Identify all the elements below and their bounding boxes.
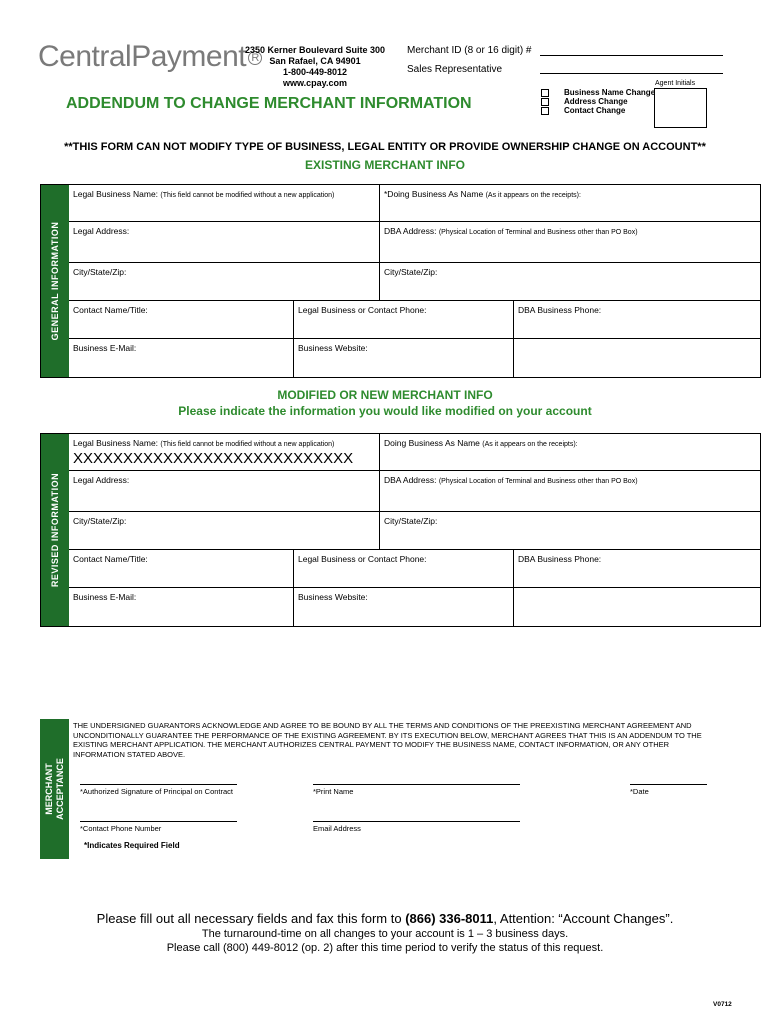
revised-info-side-label: REVISED INFORMATION bbox=[41, 434, 69, 626]
existing-info-section bbox=[40, 184, 761, 378]
existing-dba-phone-field[interactable]: DBA Business Phone: bbox=[513, 301, 760, 338]
existing-legal-address-field[interactable]: Legal Address: bbox=[73, 226, 130, 236]
company-address bbox=[240, 45, 390, 89]
business-name-change-checkbox[interactable] bbox=[541, 89, 549, 97]
revised-dba-city-field[interactable]: City/State/Zip: bbox=[379, 512, 760, 549]
existing-heading: EXISTING MERCHANT INFO bbox=[304, 158, 465, 172]
turnaround-text: The turnaround-time on all changes to your account is 1 – 3 business days. bbox=[201, 928, 569, 940]
verify-status-text: Please call (800) 449-8012 (op. 2) after this time period to verify the status of this request. bbox=[166, 942, 604, 954]
agent-initials-box[interactable] bbox=[654, 88, 707, 128]
merchant-acceptance-side-label: MERCHANT ACCEPTANCE bbox=[40, 719, 69, 859]
revised-legal-name-field: Legal Business Name: (This field cannot be modified without a new application) XXXXXXXXXXXXXXXXXXXXXXXXXXXX bbox=[69, 434, 379, 470]
contact-change-checkbox[interactable] bbox=[541, 107, 549, 115]
email-address-field[interactable]: Email Address bbox=[313, 821, 520, 833]
contact-phone-field[interactable]: *Contact Phone Number bbox=[80, 821, 237, 833]
existing-legal-city-field[interactable]: City/State/Zip: bbox=[73, 267, 127, 277]
revised-empty-cell bbox=[513, 588, 760, 626]
change-type-checkboxes bbox=[541, 88, 655, 115]
modified-subheading: Please indicate the information you would like modified on your account bbox=[178, 404, 592, 418]
guarantor-agreement-text: THE UNDERSIGNED GUARANTORS ACKNOWLEDGE AND AGREE TO BE BOUND BY ALL THE TERMS AND CONDITIONS OF THE PREEXISTING MERCHANT AGREEMENT AND UNCONDITIONALLY GUARANTEE THE PERFORMANCE OF THE EXISTING AGREEMENT. BY ITS EXECUTION BELOW, MERCHANT AGREES THAT THIS IS AN ADDENDUM TO THE EXISTING MERCHANT APPLICATION. THE MERCHANT AUTHORIZES CENTRAL PAYMENT TO MODIFY THE BUSINESS NAME, CONTACT INFORMATION, OR ANY OTHER INFORMATION STATED ABOVE. bbox=[73, 721, 702, 759]
revised-info-section bbox=[40, 433, 761, 627]
revised-dba-name-field[interactable]: Doing Business As Name (As it appears on the receipts): bbox=[379, 434, 760, 470]
revised-legal-phone-field[interactable]: Legal Business or Contact Phone: bbox=[293, 550, 513, 587]
registered-mark: R bbox=[248, 51, 262, 65]
address-line: 2350 Kerner Boulevard Suite 300 bbox=[244, 45, 386, 55]
existing-email-field[interactable]: Business E-Mail: bbox=[73, 343, 137, 353]
form-version: V0712 bbox=[713, 1001, 732, 1008]
revised-contact-name-field[interactable]: Contact Name/Title: bbox=[73, 554, 148, 564]
checkbox-label: Business Name Change bbox=[564, 88, 656, 97]
existing-dba-city-field[interactable]: City/State/Zip: bbox=[379, 263, 760, 300]
existing-empty-cell bbox=[513, 339, 760, 377]
form-title: ADDENDUM TO CHANGE MERCHANT INFORMATION bbox=[66, 95, 472, 112]
required-field-note: *Indicates Required Field bbox=[84, 841, 180, 850]
address-line: 1-800-449-8012 bbox=[282, 67, 348, 77]
existing-contact-name-field[interactable]: Contact Name/Title: bbox=[73, 305, 148, 315]
existing-website-field[interactable]: Business Website: bbox=[293, 339, 513, 377]
existing-dba-name-field[interactable]: *Doing Business As Name (As it appears on the receipts): bbox=[379, 185, 760, 221]
existing-dba-address-field[interactable]: DBA Address: (Physical Location of Terminal and Business other than PO Box) bbox=[379, 222, 760, 262]
revised-legal-address-field[interactable]: Legal Address: bbox=[73, 475, 130, 485]
existing-legal-phone-field[interactable]: Legal Business or Contact Phone: bbox=[293, 301, 513, 338]
existing-legal-name-field[interactable]: Legal Business Name: (This field cannot be modified without a new application) bbox=[73, 189, 335, 199]
agent-initials-label: Agent Initials bbox=[655, 80, 696, 87]
modification-notice: **THIS FORM CAN NOT MODIFY TYPE OF BUSINESS, LEGAL ENTITY OR PROVIDE OWNERSHIP CHANGE ON ACCOUNT** bbox=[64, 141, 706, 153]
revised-website-field[interactable]: Business Website: bbox=[293, 588, 513, 626]
merchant-id-label: Merchant ID (8 or 16 digit) # bbox=[407, 45, 532, 56]
sales-rep-field[interactable] bbox=[540, 73, 723, 74]
sales-rep-label: Sales Representative bbox=[407, 64, 503, 75]
fax-instructions: Please fill out all necessary fields and fax this form to (866) 336-8011, Attention: “Account Changes”. bbox=[96, 911, 674, 926]
address-change-checkbox[interactable] bbox=[541, 98, 549, 106]
revised-legal-city-field[interactable]: City/State/Zip: bbox=[73, 516, 127, 526]
central-payment-logo: CentralPayment R bbox=[38, 40, 262, 74]
address-line: San Rafael, CA 94901 bbox=[269, 56, 361, 66]
checkbox-label: Contact Change bbox=[564, 106, 626, 115]
blocked-field-marker: XXXXXXXXXXXXXXXXXXXXXXXXXXXX bbox=[73, 450, 354, 467]
address-line: www.cpay.com bbox=[282, 78, 348, 88]
print-name-field[interactable]: *Print Name bbox=[313, 784, 520, 796]
date-field[interactable]: *Date bbox=[630, 784, 707, 796]
signature-field[interactable]: *Authorized Signature of Principal on Contract bbox=[80, 784, 237, 796]
modified-heading: MODIFIED OR NEW MERCHANT INFO bbox=[277, 388, 493, 402]
revised-dba-address-field[interactable]: DBA Address: (Physical Location of Terminal and Business other than PO Box) bbox=[379, 471, 760, 511]
revised-email-field[interactable]: Business E-Mail: bbox=[73, 592, 137, 602]
checkbox-label: Address Change bbox=[564, 97, 628, 106]
fax-number: (866) 336-8011 bbox=[405, 911, 494, 926]
revised-dba-phone-field[interactable]: DBA Business Phone: bbox=[513, 550, 760, 587]
general-info-side-label: GENERAL INFORMATION bbox=[41, 185, 69, 377]
merchant-id-field[interactable] bbox=[540, 55, 723, 56]
